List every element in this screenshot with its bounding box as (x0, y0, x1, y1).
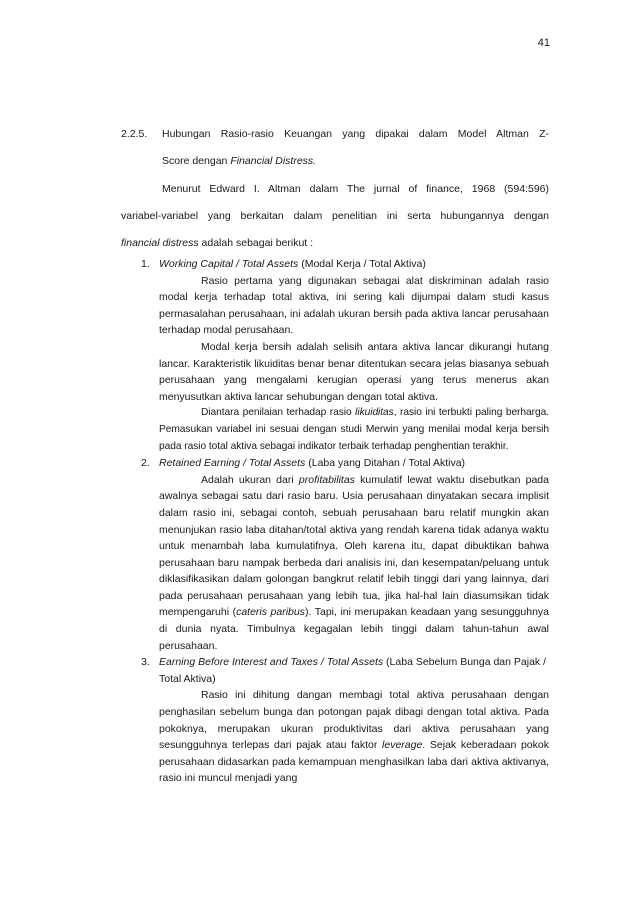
paragraph-text: Diantara penilaian terhadap rasio (201, 407, 356, 419)
list-item-title (159, 654, 549, 687)
intro-line-1: Menurut Edward I. Altman dalam The jurnal of finance, 1968 (594:596) (162, 183, 549, 195)
paragraph-term: likuiditas (355, 407, 394, 419)
intro-tail: adalah sebagai berikut : (198, 237, 314, 249)
list-marker: 2. (141, 457, 150, 470)
paragraph-text: ). Tapi, ini merupakan keadaan yang sesungguhnya di dunia nyata. Timbulnya kegagalan lebih tinggi dalam tahun-tahun awal perusahaan. (159, 606, 550, 652)
intro-paragraph (121, 176, 549, 257)
ratio-translation: (Laba yang Ditahan / Total Aktiva) (305, 457, 466, 470)
intro-line-2: variabel-variabel yang berkaitan dalam penelitian ini serta hubungannya dengan (121, 210, 549, 222)
paragraph-term: cateris paribus (236, 606, 305, 619)
ratio-name: Working Capital / Total Assets (159, 258, 299, 270)
ratio-list (121, 256, 549, 787)
intro-line-3 (121, 230, 549, 257)
ratio-name: Retained Earning / Total Assets (159, 457, 306, 470)
paragraph (159, 472, 549, 655)
section-title-text: Score dengan (162, 155, 231, 167)
list-item (121, 256, 549, 455)
paragraph-text: Rasio ini dihitung dangan membagi total aktiva perusahaan dengan penghasilan sebelum bunga dan potongan pajak dibagi dengan total aktiva. Pada pokoknya, merupakan ukuran produktivitas dari aktiva perusahaan yang sesungguhnya terlepas dari pajak atau faktor (159, 689, 549, 752)
page-number: 41 (537, 37, 550, 49)
list-item (121, 654, 549, 787)
list-item (121, 455, 549, 654)
section-title-line-1: Hubungan Rasio-rasio Keuangan yang dipakai dalam Model Altman Z- (162, 128, 549, 140)
intro-term: financial distress (121, 237, 199, 249)
section-number: 2.2.5. (121, 128, 148, 140)
list-marker: 3. (141, 656, 150, 669)
list-marker: 1. (141, 258, 150, 270)
section-title-line-2 (162, 148, 316, 175)
paragraph-text: . Sejak keberadaan pokok perusahaan didasarkan pada kemampuan menghasilkan laba dari aktiva aktivanya, rasio ini muncul menjadi yang (159, 739, 549, 785)
paragraph-text: Adalah ukuran dari (201, 473, 299, 486)
ratio-translation: (Modal Kerja / Total Aktiva) (298, 258, 426, 270)
section-title-term: Financial Distress. (230, 155, 317, 167)
paragraph-term: profitabilitas (298, 473, 355, 486)
paragraph (159, 687, 549, 787)
paragraph (159, 405, 549, 455)
ratio-translation: (Laba Sebelum Bunga dan Pajak / Total Aktiva) (159, 656, 547, 685)
paragraph: Rasio pertama yang digunakan sebagai alat diskriminan adalah rasio modal kerja terhadap total aktiva, ini sering kali dijumpai dalam studi kasus permasalahan perusahaan, ini adalah ukuran bersih pada aktiva lancar perusahaan terhadap modal perusahaan. (159, 274, 549, 337)
paragraph-text: , rasio ini terbukti paling berharga. Pemasukan variabel ini sesuai dengan studi Merwin yang menilai modal kerja bersih pada rasio total aktiva sebagai indikator terbaik terhadap penghentian terakhir. (159, 407, 549, 452)
paragraph-term: leverage (382, 739, 423, 752)
list-item-title (159, 455, 549, 472)
paragraph: Modal kerja bersih adalah selisih antara aktiva lancar dikurangi hutang lancar. Karakteristik likuiditas benar benar ditentukan secara jelas biasanya sebuah perusahaan yang mengalami kerugian operasi yang terus menerus akan menyusutkan aktiva lancar sehubungan dengan total aktiva. (159, 340, 549, 403)
paragraph-text: kumulatif lewat waktu disebutkan pada awalnya sebagai satu dari rasio baru. Usia perusahaan dinyatakan secara implisit dalam rasio ini, sebagai contoh, sebuah perusahaan baru relatif mungkin akan menunjukan rasio laba ditahan/total aktiva yang rendah karena tidak adanya waktu untuk menambah laba kumulatifnya. Oleh karena itu, dapat dibuktikan bahwa perusahaan baru nampak berbeda dari analisis ini, dan kesempatan/peluang untuk diklasifikasikan dalam golongan bangkrut relatif lebih tinggi dari yang lainnya, dari pada perusahaan perusahaan yang lebih tua, jika hal-hal lain diasumsikan tidak mempengaruhi ( (159, 473, 549, 619)
list-item-title (159, 256, 549, 273)
ratio-name: Earning Before Interest and Taxes / Total Assets (159, 656, 384, 669)
